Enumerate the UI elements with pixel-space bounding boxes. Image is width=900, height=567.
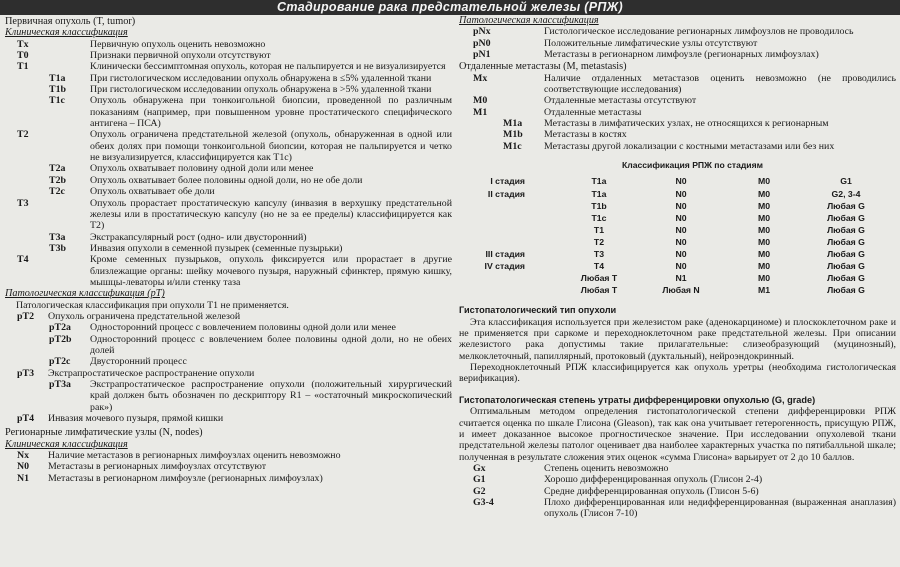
class-row [459, 95, 896, 106]
class-code: T2b [49, 174, 67, 186]
class-row [5, 163, 452, 174]
stage-t: Любая T [580, 285, 618, 296]
stage-t: T1a [591, 188, 607, 199]
stage-n: N0 [675, 224, 687, 235]
class-code: T3 [17, 197, 29, 209]
class-description: Метастазы в регионарных лимфоузлах отсутствуют [48, 461, 267, 473]
class-row [5, 129, 452, 163]
stage-n: N0 [675, 200, 687, 211]
class-code: Gx [473, 462, 486, 474]
class-description: Признаки первичной опухоли отсутствуют [90, 50, 271, 62]
class-row [5, 413, 452, 424]
class-code: T0 [17, 50, 29, 62]
class-row [459, 129, 896, 140]
stage-g: Любая G [827, 285, 865, 296]
stage-n: N0 [675, 249, 687, 260]
stage-m: M0 [757, 261, 771, 272]
stage-row [459, 248, 896, 260]
class-code: pT2a [49, 322, 71, 334]
stage-n: N0 [675, 236, 687, 247]
class-description: Опухоль охватывает обе доли [90, 186, 215, 198]
class-row [5, 84, 452, 95]
right-column [459, 15, 896, 567]
class-description: Опухоль обнаружена при тонкоигольной биопсии, проведенной по различным показаниям (например, при повышенном уровне простатического специфического антигена – ПСА) [90, 95, 452, 130]
class-row [5, 39, 452, 50]
stage-row [459, 212, 896, 224]
class-code: pNx [473, 26, 491, 38]
class-row [5, 461, 452, 472]
class-row [459, 38, 896, 49]
class-description: Опухоль ограничена предстательной железой (опухоль, обнаруженная в одной или обеих долях при помощи тонкоигольной биопсии, которая не пальпируется и четко не визуализируется, классифицируется как T1c) [90, 129, 452, 164]
class-row [5, 73, 452, 84]
tumor-pathological-note: Патологическая классификация при опухоли T1 не применяется. [16, 299, 289, 311]
class-description: Отдаленные метастазы отсутствуют [544, 95, 697, 107]
class-row [5, 175, 452, 186]
class-description: Инвазия опухоли в семенной пузырек (семенные пузырьки) [90, 242, 343, 254]
class-description: При гистологическом исследовании опухоль обнаружена в ≤5% удаленной ткани [90, 72, 432, 84]
class-description: Отдаленные метастазы [544, 106, 642, 118]
class-row [459, 486, 896, 497]
class-description: При гистологическом исследовании опухоль обнаружена в >5% удаленной ткани [90, 84, 432, 96]
class-row [5, 311, 452, 322]
stage-table [459, 160, 896, 296]
stage-row [459, 284, 896, 296]
class-description: Односторонний процесс с вовлечением более половины одной доли, но не обеих долей [90, 333, 452, 356]
class-code: T4 [17, 254, 29, 266]
class-description: Метастазы другой локализации с костными метастазами или без них [544, 140, 835, 152]
class-code: T3a [49, 231, 66, 243]
class-row [5, 450, 452, 461]
stage-table-title: Классификация РПЖ по стадиям [622, 160, 763, 171]
class-description: Клинически бессимптомная опухоль, которая не пальпируется и не визуализируется [90, 61, 446, 73]
stage-n: N0 [675, 261, 687, 272]
class-description: Опухоль охватывает более половины одной доли, но не обе доли [90, 174, 363, 186]
class-description: Опухоль прорастает простатическую капсулу (инвазия в верхушку предстательной железы или в простатическую капсулу (но не за ее пределы) классифицируется как T2) [90, 197, 452, 232]
class-row [5, 232, 452, 243]
class-description: Наличие метастазов в регионарных лимфоузлах оценить невозможно [48, 450, 341, 462]
class-code: pT2b [49, 333, 72, 345]
nodes-heading: Регионарные лимфатические узлы (N, nodes) [5, 427, 203, 439]
class-row [5, 61, 452, 72]
class-code: M1a [503, 118, 523, 130]
stage-t: T1c [591, 212, 607, 223]
nodes-pathological-title: Патологическая классификация [459, 15, 599, 26]
stage-m: M0 [757, 273, 771, 284]
histotype-heading: Гистопатологический тип опухоли [459, 305, 617, 316]
class-code: M1c [503, 140, 522, 152]
class-row [5, 198, 452, 232]
class-code: N0 [17, 461, 30, 473]
class-code: N1 [17, 472, 30, 484]
class-row [459, 497, 896, 520]
class-code: G1 [473, 474, 486, 486]
histotype-paragraph-1: Эта классификация используется при железистом раке (аденокарциноме) и плоскоклеточном раке и не применяется при саркоме и переходноклеточном раке предстательной железы. При описании железистого рака допустимы такие прилагательные: слизеобразующий (муцинозный), мелкоклеточный, папиллярный, протоковый (дуктальный), нейроэндокринный. [459, 316, 896, 362]
stage-t: T1 [593, 224, 605, 235]
class-row [5, 186, 452, 197]
stage-table-body [459, 175, 896, 296]
stage-g: G1 [840, 176, 852, 187]
grade-heading: Гистопатологическая степень утраты дифференцировки опухолью (G, grade) [459, 394, 816, 405]
stage-g: Любая G [827, 273, 865, 284]
class-code: pT3 [17, 367, 35, 379]
nodes-clinical-title: Клиническая классификация [5, 438, 128, 450]
class-row [5, 356, 452, 367]
class-code: pN0 [473, 37, 491, 49]
stage-row [459, 188, 896, 200]
class-code: T2 [17, 129, 29, 141]
class-code: M0 [473, 95, 488, 107]
grade-list [459, 463, 896, 520]
class-code: M1 [473, 106, 488, 118]
stage-label: I стадия [490, 176, 525, 187]
stage-m: M0 [757, 188, 771, 199]
stage-label: IV стадия [484, 261, 525, 272]
class-code: T1c [49, 95, 65, 107]
class-row [5, 95, 452, 129]
class-description: Опухоль ограничена предстательной железой [48, 310, 241, 322]
class-row [459, 118, 896, 129]
class-description: Хорошо дифференцированная опухоль (Глисон 2-4) [544, 474, 763, 486]
class-code: T2c [49, 186, 65, 198]
stage-t: T3 [593, 249, 605, 260]
class-code: pT3a [49, 379, 71, 390]
class-description: Гистологическое исследование регионарных лимфоузлов не проводилось [544, 26, 854, 38]
stage-g: Любая G [827, 249, 865, 260]
stage-t: T4 [593, 261, 605, 272]
class-row [459, 107, 896, 118]
class-description: Экстрапростатическое распространение опухоли [48, 367, 255, 379]
class-description: Экстрапростатическое распространение опухоли (положительный хирургический край должен быть обозначен по дескриптору R1 – «остаточный микроскопический рак») [90, 379, 452, 413]
stage-g: Любая G [827, 212, 865, 223]
class-code: T2a [49, 163, 66, 175]
class-description: Средне дифференцированная опухоль (Глисон 5-6) [544, 485, 759, 497]
class-row [459, 49, 896, 60]
stage-n: Любая N [662, 285, 700, 296]
stage-m: M1 [757, 285, 771, 296]
stage-t: Любая T [580, 273, 618, 284]
stage-g: Любая G [827, 261, 865, 272]
tumor-heading: Первичная опухоль (T, tumor) [5, 16, 136, 27]
class-description: Двусторонний процесс [90, 356, 187, 368]
class-code: T1a [49, 72, 66, 84]
stage-label: III стадия [485, 249, 525, 260]
class-row [459, 463, 896, 474]
class-description: Метастазы в регионарном лимфоузле (регионарных лимфоузлах) [48, 472, 323, 484]
class-row [459, 474, 896, 485]
stage-row [459, 175, 896, 187]
stage-m: M0 [757, 224, 771, 235]
tumor-clinical-list [5, 39, 452, 289]
class-description: Инвазия мочевого пузыря, прямой кишки [48, 413, 224, 425]
stage-n: N0 [675, 188, 687, 199]
stage-m: M0 [757, 200, 771, 211]
histotype-paragraph-2: Переходноклеточный РПЖ классифицируется как опухоль уретры (необходима гистологическая верификация). [459, 362, 896, 385]
class-row [5, 334, 452, 357]
grade-paragraph: Оптимальным методом определения гистопатологической степени дифференцировки РПЖ считается оценка по шкале Глисона (Gleason), так как она учитывает гетерогенность, присущую РПЖ, и имеет доказанное высокое прогностическое значение. При исследовании опухолевой ткани предстательной железы патолог оценивает два наиболее характерных участка по пятибалльной шкале; полученная в результате сложения этих оценок «сумма Глисона» варьирует от 2 до 10 баллов. [459, 406, 896, 463]
document-title: Стадирование рака предстательной железы (РПЖ) [0, 0, 900, 15]
nodes-clinical-list [5, 450, 452, 484]
class-code: pT2 [17, 310, 35, 322]
tumor-pathological-list [5, 311, 452, 424]
stage-g: Любая G [827, 236, 865, 247]
class-code: M1b [503, 129, 523, 141]
class-description: Положительные лимфатические узлы отсутствуют [544, 37, 758, 49]
stage-n: N0 [675, 176, 687, 187]
class-code: pN1 [473, 49, 491, 61]
class-description: Метастазы в регионарном лимфоузле (регионарных лимфоузлах) [544, 49, 819, 61]
class-row [5, 473, 452, 484]
left-column [5, 15, 452, 567]
class-description: Первичную опухоль оценить невозможно [90, 38, 266, 50]
class-row [459, 73, 896, 96]
stage-row [459, 236, 896, 248]
stage-row [459, 272, 896, 284]
class-row [459, 26, 896, 37]
class-code: Nx [17, 450, 30, 462]
class-row [5, 243, 452, 254]
class-code: pT4 [17, 413, 35, 425]
stage-g: G2, 3-4 [831, 188, 861, 199]
class-code: T1 [17, 61, 29, 73]
stage-t: T1a [591, 176, 607, 187]
class-description: Степень оценить невозможно [544, 462, 669, 474]
class-row [5, 254, 452, 288]
class-row [459, 141, 896, 152]
stage-t: T2 [593, 236, 605, 247]
class-code: T3b [49, 242, 67, 254]
class-description: Опухоль охватывает половину одной доли или менее [90, 163, 314, 175]
stage-m: M0 [757, 212, 771, 223]
class-code: pT2c [49, 356, 71, 368]
stage-row [459, 260, 896, 272]
class-code: Tx [17, 38, 29, 50]
stage-g: Любая G [827, 200, 865, 211]
stage-label: II стадия [487, 188, 525, 199]
class-description: Односторонний процесс с вовлечением половины одной доли или менее [90, 322, 396, 334]
class-row [5, 379, 452, 413]
metastasis-list [459, 73, 896, 152]
stage-m: M0 [757, 236, 771, 247]
class-description: Кроме семенных пузырьков, опухоль фиксируется или прорастает в другие близлежащие органы: шейку мочевого пузыря, наружный сфинктер, прямую кишку, мышцы-леваторы и/или стенку таза [90, 254, 452, 288]
class-description: Наличие отдаленных метастазов оценить невозможно (не проводились соответствующие исследования) [544, 72, 896, 96]
stage-t: T1b [591, 200, 607, 211]
tumor-clinical-title: Клиническая классификация [5, 27, 128, 39]
stage-m: M0 [757, 176, 771, 187]
stage-row [459, 200, 896, 212]
stage-n: N0 [675, 212, 687, 223]
nodes-pathological-list [459, 26, 896, 60]
class-row [5, 322, 452, 333]
stage-row [459, 224, 896, 236]
class-row [5, 50, 452, 61]
class-row [5, 368, 452, 379]
stage-n: N1 [675, 273, 687, 284]
stage-g: Любая G [827, 224, 865, 235]
class-code: G2 [473, 485, 486, 497]
class-description: Плохо дифференцированная или недифференцированная (выраженная анаплазия) опухоль (Глисон 7-10) [544, 496, 896, 520]
class-description: Метастазы в костях [544, 129, 627, 141]
metastasis-heading: Отдаленные метастазы (M, metastasis) [459, 61, 627, 73]
tumor-pathological-title: Патологическая классификация (pT) [5, 288, 165, 300]
class-code: G3-4 [473, 496, 494, 508]
class-code: Mx [473, 72, 488, 84]
class-description: Метастазы в лимфатических узлах, не относящихся к регионарным [544, 118, 829, 130]
stage-m: M0 [757, 249, 771, 260]
class-code: T1b [49, 84, 67, 96]
class-description: Экстракапсулярный рост (одно- или двусторонний) [90, 231, 307, 243]
